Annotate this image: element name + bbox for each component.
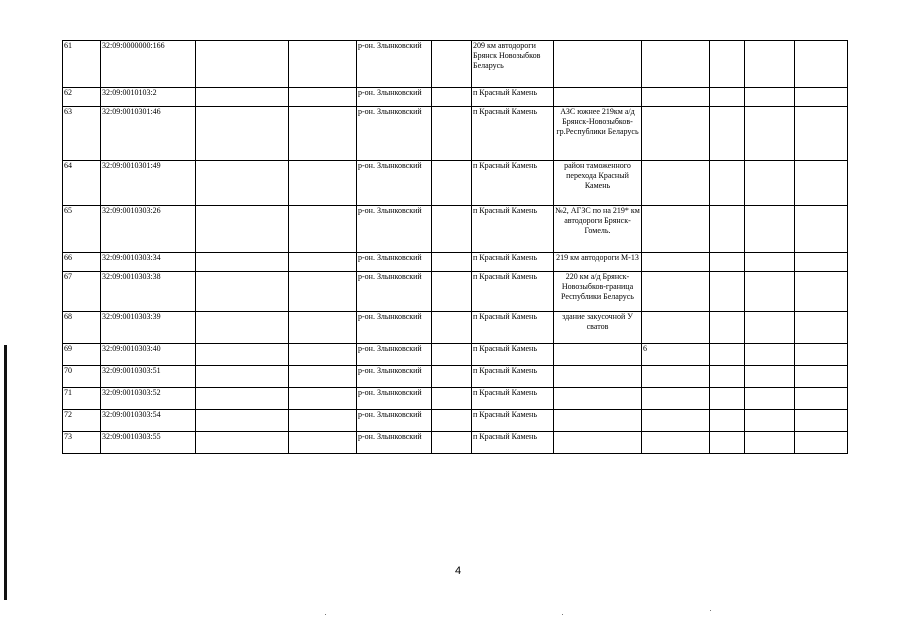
table-row xyxy=(63,88,848,107)
locality-cell: п Красный Камень xyxy=(472,388,554,410)
row-number-cell: 65 xyxy=(63,206,101,253)
district-cell: р-он. Злынковский xyxy=(357,366,432,388)
empty-cell xyxy=(196,272,289,312)
district-cell: р-он. Злынковский xyxy=(357,272,432,312)
empty-cell xyxy=(289,107,357,161)
table-row xyxy=(63,272,848,312)
table-row xyxy=(63,206,848,253)
address-cell: район таможенного перехода Красный Камень xyxy=(554,161,642,206)
row-number-cell: 63 xyxy=(63,107,101,161)
cadastral-number-cell: 32:09:0010303:55 xyxy=(101,432,196,454)
row-number-cell: 72 xyxy=(63,410,101,432)
row-number-cell: 61 xyxy=(63,41,101,88)
empty-cell xyxy=(196,206,289,253)
row-number-cell: 71 xyxy=(63,388,101,410)
row-number-cell: 69 xyxy=(63,344,101,366)
extra-cell: 6 xyxy=(642,344,710,366)
table-row xyxy=(63,253,848,272)
address-cell xyxy=(554,388,642,410)
empty-cell xyxy=(795,410,848,432)
registry-table xyxy=(62,40,848,454)
empty-cell xyxy=(795,253,848,272)
empty-cell xyxy=(745,253,795,272)
scan-speck xyxy=(325,614,326,615)
empty-cell xyxy=(289,206,357,253)
empty-cell xyxy=(432,161,472,206)
registry-table-body xyxy=(63,41,848,454)
cadastral-number-cell: 32:09:0010303:54 xyxy=(101,410,196,432)
extra-cell xyxy=(642,410,710,432)
empty-cell xyxy=(432,272,472,312)
empty-cell xyxy=(710,272,745,312)
district-cell: р-он. Злынковский xyxy=(357,206,432,253)
empty-cell xyxy=(710,410,745,432)
locality-cell: п Красный Камень xyxy=(472,410,554,432)
empty-cell xyxy=(795,312,848,344)
empty-cell xyxy=(432,206,472,253)
extra-cell xyxy=(642,206,710,253)
empty-cell xyxy=(745,432,795,454)
table-row xyxy=(63,388,848,410)
locality-cell: п Красный Камень xyxy=(472,366,554,388)
empty-cell xyxy=(745,161,795,206)
address-cell xyxy=(554,410,642,432)
empty-cell xyxy=(196,388,289,410)
empty-cell xyxy=(196,410,289,432)
empty-cell xyxy=(432,344,472,366)
district-cell: р-он. Злынковский xyxy=(357,88,432,107)
empty-cell xyxy=(196,312,289,344)
table-row xyxy=(63,432,848,454)
district-cell: р-он. Злынковский xyxy=(357,161,432,206)
empty-cell xyxy=(745,107,795,161)
empty-cell xyxy=(710,432,745,454)
empty-cell xyxy=(289,272,357,312)
empty-cell xyxy=(795,107,848,161)
address-cell: здание закусочной У сватов xyxy=(554,312,642,344)
locality-cell: п Красный Камень xyxy=(472,344,554,366)
extra-cell xyxy=(642,432,710,454)
empty-cell xyxy=(710,206,745,253)
empty-cell xyxy=(795,366,848,388)
empty-cell xyxy=(710,312,745,344)
locality-cell: п Красный Камень xyxy=(472,107,554,161)
empty-cell xyxy=(432,88,472,107)
address-cell: №2, АГЗС по на 219* км автодороги Брянск-Гомель. xyxy=(554,206,642,253)
table-row xyxy=(63,107,848,161)
empty-cell xyxy=(289,388,357,410)
row-number-cell: 70 xyxy=(63,366,101,388)
cadastral-number-cell: 32:09:0010301:46 xyxy=(101,107,196,161)
cadastral-number-cell: 32:09:0010303:26 xyxy=(101,206,196,253)
empty-cell xyxy=(745,41,795,88)
empty-cell xyxy=(289,432,357,454)
empty-cell xyxy=(196,107,289,161)
locality-cell: п Красный Камень xyxy=(472,272,554,312)
extra-cell xyxy=(642,161,710,206)
empty-cell xyxy=(710,253,745,272)
address-cell: 220 км а/д Брянск-Новозыбков-граница Республики Беларусь xyxy=(554,272,642,312)
empty-cell xyxy=(196,366,289,388)
cadastral-number-cell: 32:09:0000000:166 xyxy=(101,41,196,88)
locality-cell: п Красный Камень xyxy=(472,88,554,107)
empty-cell xyxy=(432,388,472,410)
locality-cell: п Красный Камень xyxy=(472,161,554,206)
district-cell: р-он. Злынковский xyxy=(357,410,432,432)
address-cell: АЗС южнее 219км а/д Брянск-Новозыбков-гр.Республики Беларусь xyxy=(554,107,642,161)
empty-cell xyxy=(745,344,795,366)
scan-speck xyxy=(710,610,711,611)
empty-cell xyxy=(196,161,289,206)
empty-cell xyxy=(196,432,289,454)
empty-cell xyxy=(710,161,745,206)
locality-cell: п Красный Камень xyxy=(472,432,554,454)
empty-cell xyxy=(795,344,848,366)
empty-cell xyxy=(289,366,357,388)
empty-cell xyxy=(432,432,472,454)
empty-cell xyxy=(710,41,745,88)
extra-cell xyxy=(642,388,710,410)
extra-cell xyxy=(642,366,710,388)
table-row xyxy=(63,161,848,206)
empty-cell xyxy=(795,161,848,206)
cadastral-number-cell: 32:09:0010303:38 xyxy=(101,272,196,312)
district-cell: р-он. Злынковский xyxy=(357,312,432,344)
locality-cell: п Красный Камень xyxy=(472,253,554,272)
district-cell: р-он. Злынковский xyxy=(357,41,432,88)
empty-cell xyxy=(432,41,472,88)
district-cell: р-он. Злынковский xyxy=(357,253,432,272)
table-row xyxy=(63,41,848,88)
empty-cell xyxy=(289,253,357,272)
address-cell xyxy=(554,41,642,88)
empty-cell xyxy=(289,344,357,366)
table-row xyxy=(63,344,848,366)
empty-cell xyxy=(710,344,745,366)
empty-cell xyxy=(745,272,795,312)
locality-cell: п Красный Камень xyxy=(472,312,554,344)
district-cell: р-он. Злынковский xyxy=(357,107,432,161)
empty-cell xyxy=(710,388,745,410)
row-number-cell: 67 xyxy=(63,272,101,312)
empty-cell xyxy=(795,88,848,107)
empty-cell xyxy=(745,206,795,253)
empty-cell xyxy=(745,312,795,344)
locality-cell: 209 км автодороги Брянск Новозыбков Беларусь xyxy=(472,41,554,88)
empty-cell xyxy=(432,410,472,432)
cadastral-number-cell: 32:09:0010301:49 xyxy=(101,161,196,206)
row-number-cell: 62 xyxy=(63,88,101,107)
empty-cell xyxy=(432,253,472,272)
scan-edge-bar xyxy=(4,345,7,600)
cadastral-number-cell: 32:09:0010303:52 xyxy=(101,388,196,410)
district-cell: р-он. Злынковский xyxy=(357,344,432,366)
empty-cell xyxy=(432,366,472,388)
empty-cell xyxy=(745,366,795,388)
empty-cell xyxy=(710,107,745,161)
row-number-cell: 73 xyxy=(63,432,101,454)
table-row xyxy=(63,312,848,344)
scan-speck xyxy=(562,614,563,615)
empty-cell xyxy=(795,432,848,454)
empty-cell xyxy=(289,410,357,432)
extra-cell xyxy=(642,41,710,88)
empty-cell xyxy=(432,312,472,344)
empty-cell xyxy=(710,366,745,388)
extra-cell xyxy=(642,272,710,312)
empty-cell xyxy=(795,388,848,410)
cadastral-number-cell: 32:09:0010303:40 xyxy=(101,344,196,366)
extra-cell xyxy=(642,312,710,344)
empty-cell xyxy=(795,272,848,312)
empty-cell xyxy=(745,410,795,432)
empty-cell xyxy=(795,206,848,253)
table-row xyxy=(63,366,848,388)
empty-cell xyxy=(196,253,289,272)
empty-cell xyxy=(289,161,357,206)
empty-cell xyxy=(432,107,472,161)
cadastral-number-cell: 32:09:0010303:51 xyxy=(101,366,196,388)
address-cell xyxy=(554,432,642,454)
page-number: 4 xyxy=(455,565,462,577)
empty-cell xyxy=(795,41,848,88)
row-number-cell: 68 xyxy=(63,312,101,344)
empty-cell xyxy=(196,344,289,366)
empty-cell xyxy=(745,88,795,107)
district-cell: р-он. Злынковский xyxy=(357,432,432,454)
empty-cell xyxy=(289,41,357,88)
empty-cell xyxy=(196,41,289,88)
row-number-cell: 66 xyxy=(63,253,101,272)
address-cell xyxy=(554,88,642,107)
empty-cell xyxy=(289,88,357,107)
extra-cell xyxy=(642,88,710,107)
locality-cell: п Красный Камень xyxy=(472,206,554,253)
cadastral-number-cell: 32:09:0010103:2 xyxy=(101,88,196,107)
extra-cell xyxy=(642,107,710,161)
cadastral-number-cell: 32:09:0010303:39 xyxy=(101,312,196,344)
empty-cell xyxy=(745,388,795,410)
row-number-cell: 64 xyxy=(63,161,101,206)
address-cell xyxy=(554,366,642,388)
address-cell: 219 км автодороги М-13 xyxy=(554,253,642,272)
cadastral-number-cell: 32:09:0010303:34 xyxy=(101,253,196,272)
district-cell: р-он. Злынковский xyxy=(357,388,432,410)
empty-cell xyxy=(710,88,745,107)
empty-cell xyxy=(196,88,289,107)
empty-cell xyxy=(289,312,357,344)
address-cell xyxy=(554,344,642,366)
extra-cell xyxy=(642,253,710,272)
table-row xyxy=(63,410,848,432)
